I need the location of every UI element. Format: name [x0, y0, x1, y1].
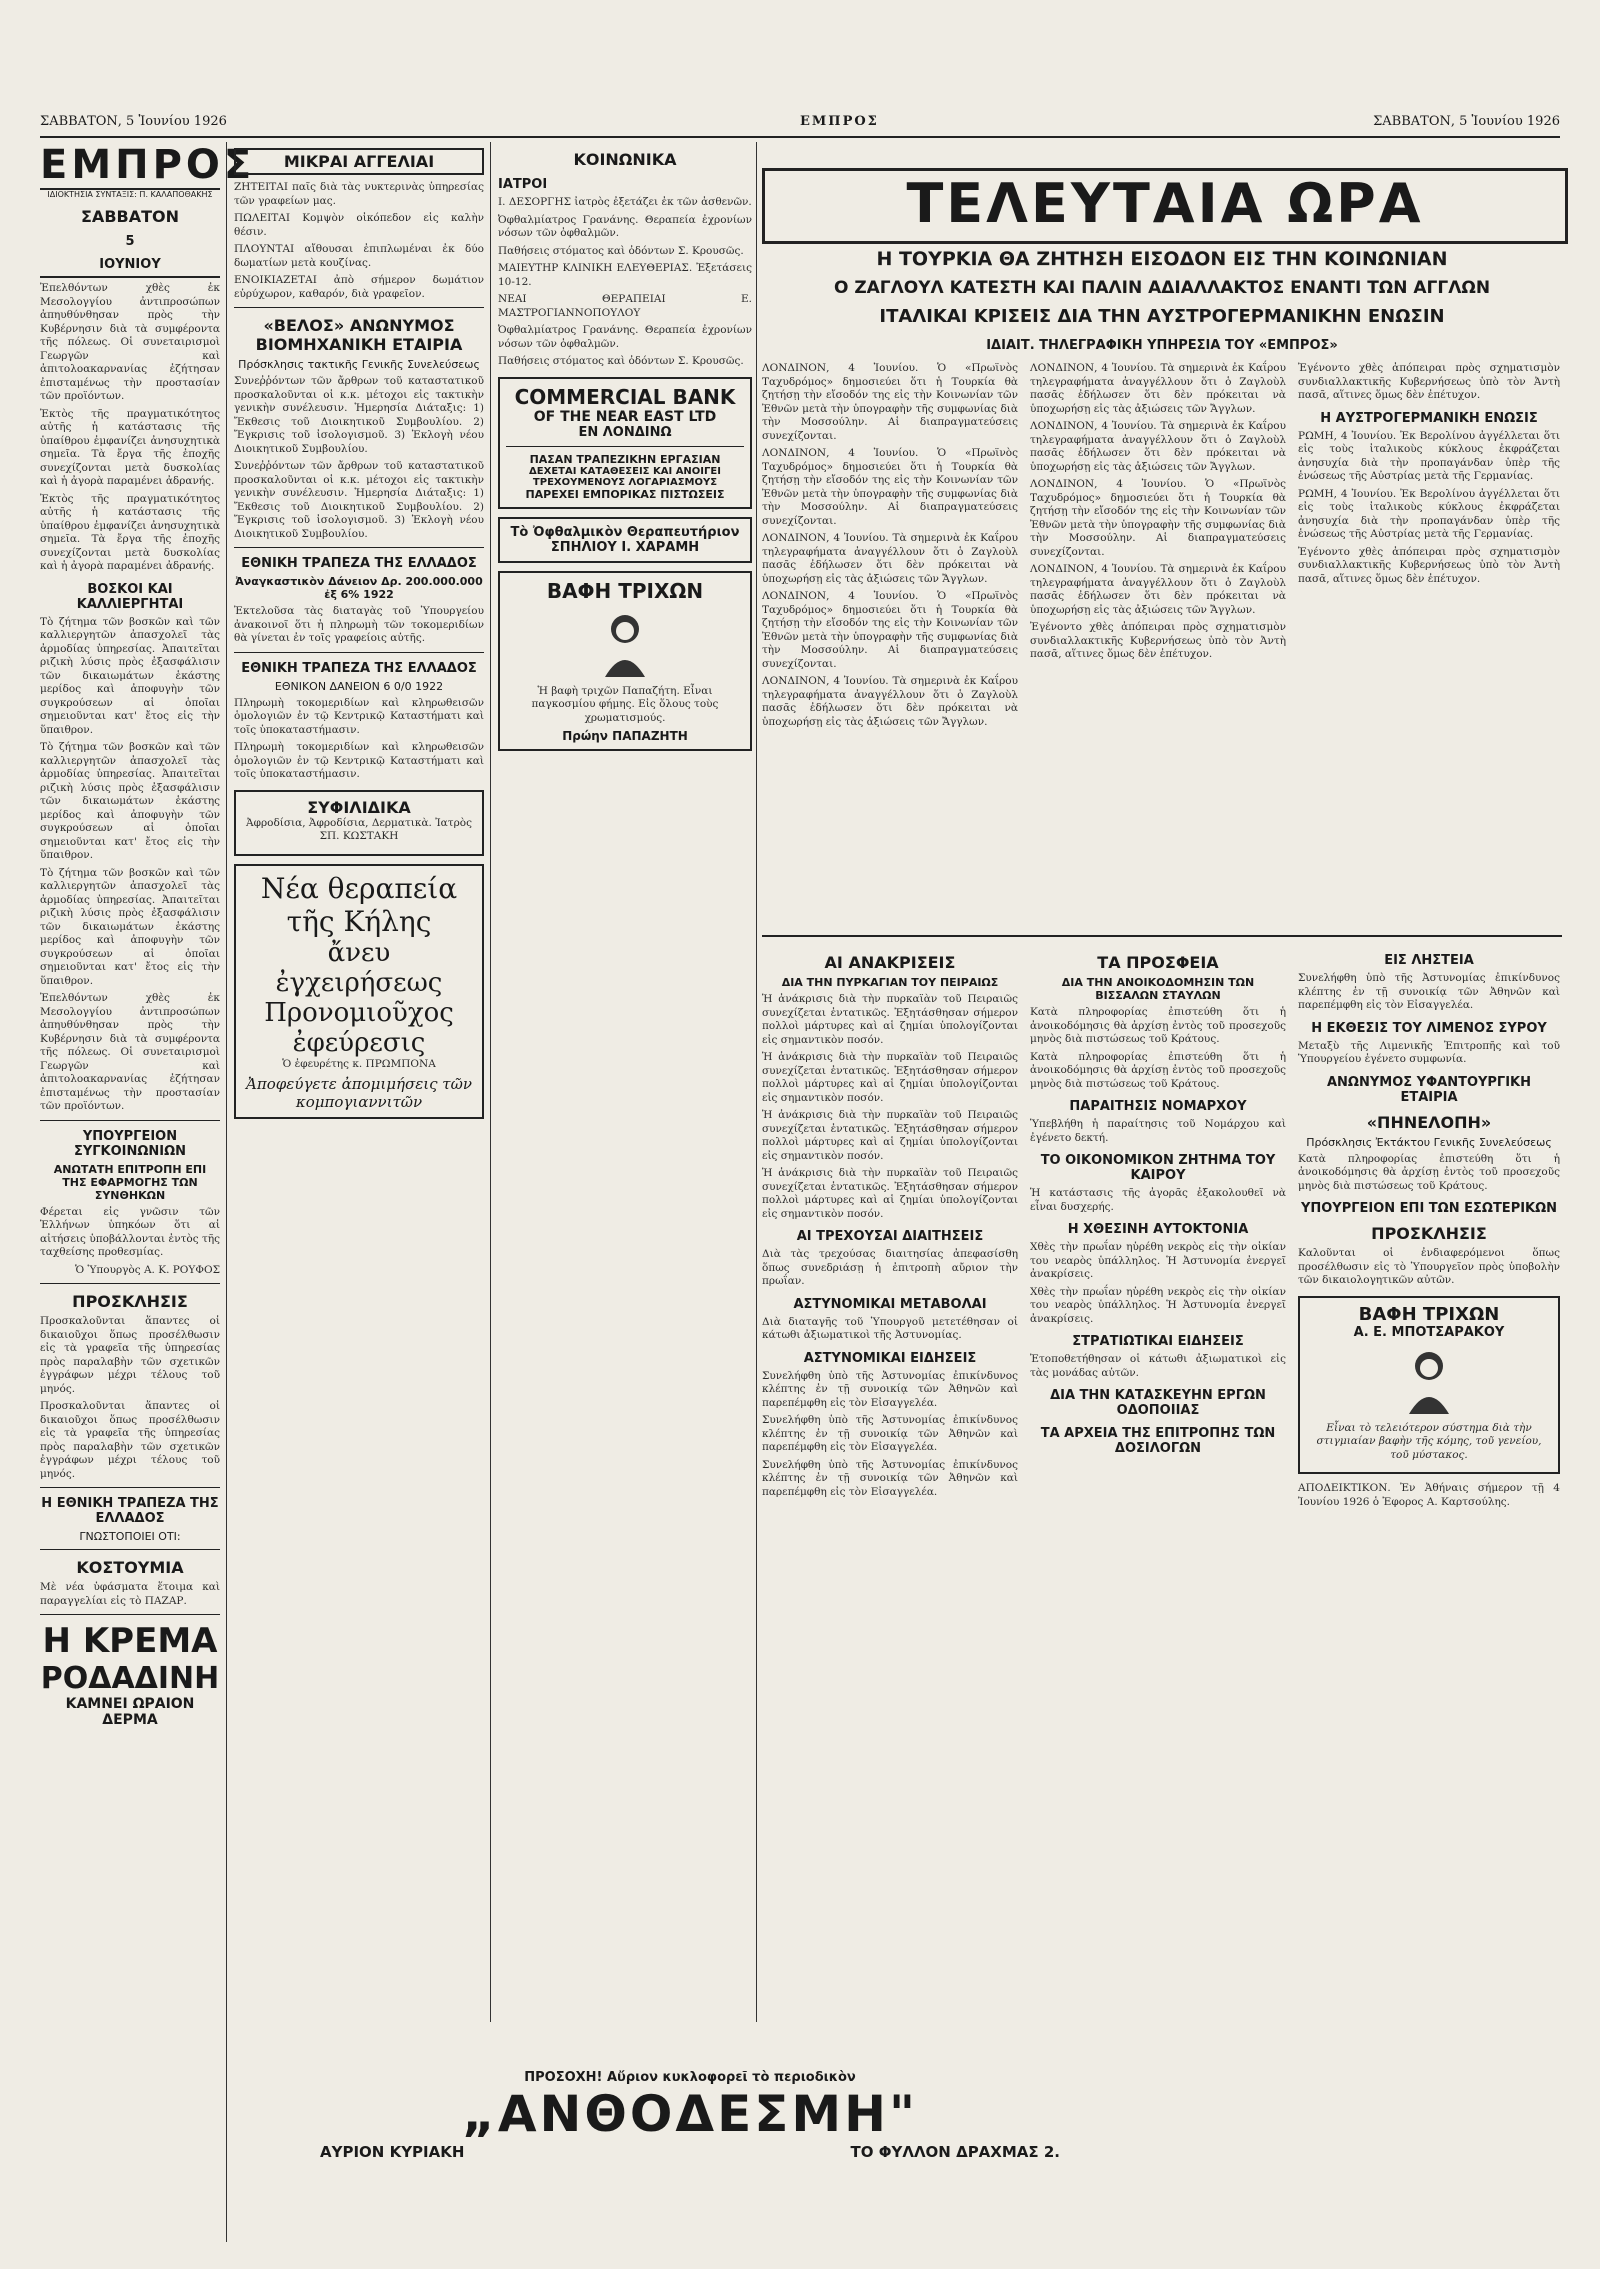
bank-city: ΕΝ ΛΟΝΔΙΝΩ — [578, 424, 672, 440]
ad-heading: ΒΑΦΗ ΤΡΙΧΩΝ — [1358, 1303, 1500, 1325]
news-column-b — [1030, 362, 1286, 922]
news-story: Ὑπεβλήθη ἡ παραίτησις τοῦ Νομάρχου καὶ ἐγένετο δεκτή. — [1030, 1118, 1286, 1144]
bank-name: COMMERCIAL BANK — [514, 384, 736, 409]
section-heading: ΤΑ ΠΡΟΣΦΕΙΑ — [1097, 953, 1219, 972]
kili-invention: Προνομιοῦχος ἐφεύρεσις — [264, 997, 454, 1058]
article-text: Προσκαλοῦνται ἅπαντες οἱ δικαιοῦχοι ὅπως προσέλθωσιν εἰς τὰ γραφεῖα τῆς ὑπηρεσίας πρὸς παραλαβὴν τῶν σχετικῶν ἐγγράφων μέχρι τέλους τοῦ μηνός. — [40, 1315, 220, 1395]
column-rule — [226, 142, 227, 2242]
krema-title: Η ΚΡΕΜΑ — [42, 1621, 218, 1661]
article-text: Τὸ ζήτημα τῶν βοσκῶν καὶ τῶν καλλιεργητῶν ἀπασχολεῖ τὰς ἀρμοδίας ὑπηρεσίας. Ἀπαιτεῖται ριζικὴ λύσις πρὸς ἐξασφάλισιν τῶν δικαιωμάτων ἑκάστης μερίδος καὶ ἀποφυγὴν τῶν συγκρούσεων αἱ ὁποῖαι σημειοῦνται κατ' ἔτος εἰς τὴν ὕπαιθρον. — [40, 866, 220, 987]
section-heading: ΑΣΤΥΝΟΜΙΚΑΙ ΕΙΔΗΣΕΙΣ — [803, 1350, 977, 1366]
section-heading: ΠΡΟΣΚΛΗΣΙΣ — [72, 1292, 188, 1311]
article-text: Ἐκτὸς τῆς πραγματικότητος αὐτῆς ἡ κατάστασις τῆς ὑπαίθρου ἐμφανίζει ἀνησυχητικὰ σημεῖα. Τὰ ἔργα τῆς ἐποχῆς συνεχίζονται μετὰ δυσκολίας καὶ ἡ ἀγορὰ παραμένει ἀδρανής. — [40, 492, 220, 572]
section-subheading: Πρόσκλησις Ἐκτάκτου Γενικῆς Συνελεύσεως — [1306, 1135, 1552, 1149]
news-story: ΛΟΝΔΙΝΟΝ, 4 Ἰουνίου. Ὁ «Πρωϊνὸς Ταχυδρόμος» δημοσιεύει ὅτι ἡ Τουρκία θὰ ζητήσῃ τὴν εἴσοδόν της εἰς τὴν Κοινωνίαν τῶν Ἐθνῶν μετὰ τὴν ὑπογραφὴν τῆς συμφωνίας διὰ τὴν Μοσσούλην. Αἱ διαπραγματεύσεις συνεχίζονται. — [762, 362, 1018, 442]
column-3 — [498, 142, 752, 2022]
mpotsarakou-ad — [1298, 1296, 1560, 1475]
section-subheading: ΔΙΑ ΤΗΝ ΠΥΡΚΑΓΙΑΝ ΤΟΥ ΠΕΙΡΑΙΩΣ — [781, 976, 999, 989]
news-column-c — [1298, 362, 1560, 922]
news-column-e — [1030, 945, 1286, 2070]
bank-service: ΠΑΡΕΧΕΙ ΕΜΠΟΡΙΚΑΣ ΠΙΣΤΩΣΕΙΣ — [525, 487, 725, 501]
classified-ad: ΠΩΛΕΙΤΑΙ Κομψὸν οἰκόπεδον εἰς καλὴν θέσιν. — [234, 212, 484, 238]
news-column-f — [1298, 945, 1560, 2255]
section-heading: Η ΕΘΝΙΚΗ ΤΡΑΠΕΖΑ ΤΗΣ ΕΛΛΑΔΟΣ — [41, 1496, 219, 1526]
section-heading: ΔΙΑ ΤΗΝ ΚΑΤΑΣΚΕΥΗΝ ΕΡΓΩΝ ΟΔΟΠΟΙΙΑΣ — [1050, 1388, 1266, 1418]
section-heading: ΒΟΣΚΟΙ ΚΑΙ ΚΑΛΛΙΕΡΓΗΤΑΙ — [76, 581, 184, 612]
day-number: 5 — [125, 234, 135, 249]
section-heading: ΕΘΝΙΚΗ ΤΡΑΠΕΖΑ ΤΗΣ ΕΛΛΑΔΟΣ — [241, 660, 477, 676]
bank-service: ΠΑΣΑΝ ΤΡΑΠΕΖΙΚΗΝ ΕΡΓΑΣΙΑΝ — [529, 452, 721, 466]
section-subheading: ΔΙΑ ΤΗΝ ΑΝΟΙΚΟΔΟΜΗΣΙΝ ΤΩΝ ΒΙΣΣΑΛΩΝ ΣΤΑΥΛΩΝ — [1061, 976, 1255, 1002]
section-subheading: ΙΑΤΡΟΙ — [498, 177, 548, 192]
news-column-a — [762, 362, 1018, 922]
divider — [40, 1614, 220, 1615]
day-label: ΣΑΒΒΑΤΟΝ — [81, 207, 179, 226]
krema-ad — [40, 1621, 220, 1728]
section-subheading: ΕΘΝΙΚΟΝ ΔΑΝΕΙΟΝ 6 0/0 1922 — [274, 679, 444, 693]
news-story: Ἐτοποθετήθησαν οἱ κάτωθι ἀξιωματικοὶ εἰς τὰς μονάδας αὐτῶν. — [1030, 1353, 1286, 1379]
masthead: ΕΜΠΡΟΣ — [40, 142, 256, 188]
news-story: Ἡ ἀνάκρισις διὰ τὴν πυρκαϊὰν τοῦ Πειραιῶς συνεχίζεται ἐντατικῶς. Ἐξητάσθησαν σήμερον πολλοὶ μάρτυρες καὶ αἱ ζημίαι ὑπολογίζονται εἰς σημαντικὸν ποσόν. — [762, 1167, 1018, 1220]
kili-warning: Ἀποφεύγετε ἀπομιμήσεις τῶν κομπογιαννιτῶν — [246, 1075, 472, 1111]
hair-dye-ad — [498, 571, 752, 752]
column-2 — [234, 142, 484, 2022]
divider — [234, 547, 484, 548]
news-story: Συνελήφθη ὑπὸ τῆς Ἀστυνομίας ἐπικίνδυνος κλέπτης ἐν τῇ συνοικίᾳ τῶν Ἀθηνῶν καὶ παρεπέμφθη εἰς τὸν Εἰσαγγελέα. — [762, 1414, 1018, 1453]
section-heading: «ΠΗΝΕΛΟΠΗ» — [1366, 1112, 1492, 1132]
headline-4: ΙΔΙΑΙΤ. ΤΗΛΕΓΡΑΦΙΚΗ ΥΠΗΡΕΣΙΑ ΤΟΥ «ΕΜΠΡΟΣ» — [986, 338, 1338, 353]
news-story: ΛΟΝΔΙΝΟΝ, 4 Ἰουνίου. Τὰ σημερινὰ ἐκ Καΐρου τηλεγραφήματα ἀναγγέλλουν ὅτι ὁ Ζαγλοὺλ πασᾶς ἐδήλωσεν ὅτι δὲν πρόκειται νὰ ὑποχωρήσῃ εἰς τὰς ἀξιώσεις τῶν Ἄγγλων. — [762, 532, 1018, 585]
month-label: ΙΟΥΝΙΟΥ — [40, 257, 220, 278]
section-heading: ΚΟΙΝΩΝΙΚΑ — [573, 150, 677, 169]
news-story: Ἐγένοντο χθὲς ἀπόπειραι πρὸς σχηματισμὸν συνδιαλλακτικῆς Κυβερνήσεως ὑπὸ τὸν Ἀντὴ πασᾶ, αἵτινες ὅμως δὲν ἐπέτυχον. — [1030, 621, 1286, 660]
section-heading: ΥΠΟΥΡΓΕΙΟΝ ΣΥΓΚΟΙΝΩΝΙΩΝ — [73, 1128, 187, 1159]
section-heading: ΤΑ ΑΡΧΕΙΑ ΤΗΣ ΕΠΙΤΡΟΠΗΣ ΤΩΝ ΔΟΣΙΛΟΓΩΝ — [1040, 1426, 1276, 1456]
doctor-listing: ΝΕΑΙ ΘΕΡΑΠΕΙΑΙ Ε. ΜΑΣΤΡΟΓΙΑΝΝΟΠΟΥΛΟΥ — [498, 293, 752, 319]
running-header — [40, 114, 1560, 138]
article-text: Πληρωμὴ τοκομεριδίων καὶ κληρωθεισῶν ὁμολογιῶν ἐν τῷ Κεντρικῷ Καταστήματι καὶ τοῖς ὑποκαταστήμασιν. — [234, 741, 484, 780]
news-story: Χθὲς τὴν πρωΐαν ηὑρέθη νεκρὸς εἰς τὴν οἰκίαν του νεαρὸς ὑπάλληλος. Ἡ Ἀστυνομία ἐνεργεῖ ἀνακρίσεις. — [1030, 1241, 1286, 1280]
section-heading: ΕΘΝΙΚΗ ΤΡΑΠΕΖΑ ΤΗΣ ΕΛΛΑΔΟΣ — [241, 556, 477, 571]
section-subheading: Ἀναγκαστικὸν Δάνειον Δρ. 200.000.000 ἐξ 6% 1922 — [235, 575, 483, 601]
news-story: Καλοῦνται οἱ ἐνδιαφερόμενοι ὅπως προσέλθωσιν εἰς τὸ Ὑπουργεῖον πρὸς ὑποβολὴν τῶν δικαιολογητικῶν αὐτῶν. — [1298, 1247, 1560, 1286]
section-heading: Η ΕΚΘΕΣΙΣ ΤΟΥ ΛΙΜΕΝΟΣ ΣΥΡΟΥ — [1311, 1020, 1547, 1036]
ad-heading: ΒΑΦΗ ΤΡΙΧΩΝ — [546, 578, 704, 603]
bank-service: ΔΕΧΕΤΑΙ ΚΑΤΑΘΕΣΕΙΣ ΚΑΙ ΑΝΟΙΓΕΙ ΤΡΕΧΟΥΜΕΝΟΥΣ ΛΟΓΑΡΙΑΣΜΟΥΣ — [529, 465, 721, 488]
ad-text: Εἶναι τὸ τελειότερον σύστημα διὰ τὴν στιγμιαίαν βαφὴν τῆς κόμης, τοῦ γενείου, τοῦ μύστακος. — [1316, 1421, 1542, 1461]
section-heading: ΕΙΣ ΛΗΣΤΕΙΑ — [1384, 953, 1474, 968]
column-rule — [490, 142, 491, 2022]
section-heading: ΤΟ ΟΙΚΟΝΟΜΙΚΟΝ ΖΗΤΗΜΑ ΤΟΥ ΚΑΙΡΟΥ — [1040, 1153, 1276, 1183]
news-story: Διὰ διαταγῆς τοῦ Ὑπουργοῦ μετετέθησαν οἱ κάτωθι ἀξιωματικοὶ τῆς Ἀστυνομίας. — [762, 1315, 1018, 1341]
divider — [40, 1283, 220, 1284]
divider — [40, 1549, 220, 1550]
news-story: Συνελήφθη ὑπὸ τῆς Ἀστυνομίας ἐπικίνδυνος κλέπτης ἐν τῇ συνοικίᾳ τῶν Ἀθηνῶν καὶ παρεπέμφθη εἰς τὸν Εἰσαγγελέα. — [762, 1369, 1018, 1409]
ad-heading: ΚΟΣΤΟΥΜΙΑ — [76, 1558, 184, 1577]
news-story: Ἡ κατάστασις τῆς ἀγορᾶς ἐξακολουθεῖ νὰ εἶναι δυσχερής. — [1030, 1187, 1286, 1213]
section-heading: ΠΡΟΣΚΛΗΣΙΣ — [1371, 1224, 1487, 1243]
article-text: Ἐκτὸς τῆς πραγματικότητος αὐτῆς ἡ κατάστασις τῆς ὑπαίθρου ἐμφανίζει ἀνησυχητικὰ σημεῖα. Τὰ ἔργα τῆς ἐποχῆς συνεχίζονται μετὰ δυσκολίας καὶ ἡ ἀγορὰ παραμένει ἀδρανής. — [40, 407, 220, 487]
ad-heading: «ΒΕΛΟΣ» ΑΝΩΝΥΜΟΣ ΒΙΟΜΗΧΑΝΙΚΗ ΕΤΑΙΡΙΑ — [255, 316, 463, 354]
article-text: Ἐκτελοῦσα τὰς διαταγὰς τοῦ Ὑπουργείου ἀνακοινοῖ ὅτι ἡ πληρωμὴ τῶν τοκομεριδίων θὰ γίνεται ἐν τοῖς γραφείοις αὐτῆς. — [234, 605, 484, 644]
ad-line: ΠΡΟΣΟΧΗ! Αὔριον κυκλοφορεῖ τὸ περιοδικὸν — [524, 2070, 856, 2085]
ad-text: Μὲ νέα ὑφάσματα ἕτοιμα καὶ παραγγελίαι εἰς τὸ ΠΑΖΑΡ. — [40, 1581, 220, 1607]
bank-name-2: OF THE NEAR EAST LTD — [533, 408, 717, 425]
woman-portrait-icon — [1399, 1344, 1459, 1414]
ad-line: ΤΟ ΦΥΛΛΟΝ ΔΡΑΧΜΑΣ 2. — [850, 2143, 1060, 2161]
article-text: Πληρωμὴ τοκομεριδίων καὶ κληρωθεισῶν ὁμολογιῶν ἐν τῷ Κεντρικῷ Καταστήματι καὶ τοῖς ὑποκαταστήμασιν. — [234, 696, 484, 736]
section-heading: ΠΑΡΑΙΤΗΣΙΣ ΝΟΜΑΡΧΟΥ — [1069, 1099, 1247, 1114]
ad-heading: ΣΥΦΙΛΙΔΙΚΑ — [307, 797, 411, 817]
news-story: Συνελήφθη ὑπὸ τῆς Ἀστυνομίας ἐπικίνδυνος κλέπτης ἐν τῇ συνοικίᾳ τῶν Ἀθηνῶν καὶ παρεπέμφθη εἰς τὸν Εἰσαγγελέα. — [762, 1458, 1018, 1498]
section-heading: ΑΣΤΥΝΟΜΙΚΑΙ ΜΕΤΑΒΟΛΑΙ — [793, 1296, 987, 1312]
divider — [40, 1120, 220, 1121]
ad-footer — [320, 2143, 1060, 2165]
divider — [506, 446, 744, 447]
divider — [234, 652, 484, 653]
divider — [40, 1487, 220, 1488]
column-1 — [40, 142, 256, 2242]
news-story: ΛΟΝΔΙΝΟΝ, 4 Ἰουνίου. Τὰ σημερινὰ ἐκ Καΐρου τηλεγραφήματα ἀναγγέλλουν ὅτι ὁ Ζαγλοὺλ πασᾶς ἐδήλωσεν ὅτι δὲν πρόκειται νὰ ὑποχωρήσῃ εἰς τὰς ἀξιώσεις τῶν Ἄγγλων. — [762, 675, 1018, 728]
ad-text: Ὁ ἐφευρέτης κ. ΠΡΩΜΠΟΝΑ — [282, 1057, 436, 1070]
news-story: Ἡ ἀνάκρισις διὰ τὴν πυρκαϊὰν τοῦ Πειραιῶς συνεχίζεται ἐντατικῶς. Ἐξητάσθησαν σήμερον πολλοὶ μάρτυρες καὶ αἱ ζημίαι ὑπολογίζονται εἰς σημαντικὸν ποσόν. — [762, 1051, 1018, 1104]
doctor-listing: Ι. ΔΕΣΟΡΓΗΣ ἰατρὸς ἐξετάζει ἐκ τῶν ἀσθενῶν. — [498, 196, 752, 208]
article-text: Ἐπελθόντων χθὲς ἐκ Μεσολογγίου ἀντιπροσώπων ἀπηυθύνθησαν πρὸς τὴν Κυβέρνησιν διὰ τὰ συμφέροντα τῆς πόλεως. Οἱ συνεταιρισμοὶ Γεωργῶν καὶ ἀπιτολοακαρνανίας ἐζήτησαν ἐπισταμένως τὴν προστασίαν τῶν προϊόντων. — [40, 992, 220, 1112]
news-story: Κατὰ πληροφορίας ἐπιστεύθη ὅτι ἡ ἀνοικοδόμησις θὰ ἀρχίσῃ ἐντὸς τοῦ προσεχοῦς μηνὸς διὰ πιστώσεως τοῦ Κράτους. — [1298, 1152, 1560, 1192]
section-heading: ΜΙΚΡΑΙ ΑΓΓΕΛΙΑΙ — [234, 148, 484, 175]
divider — [234, 307, 484, 308]
section-heading: Η ΧΘΕΣΙΝΗ ΑΥΤΟΚΤΟΝΙΑ — [1067, 1222, 1249, 1237]
doctor-listing: ΜΑΙΕΥΤΗΡ ΚΛΙΝΙΚΗ ΕΛΕΥΘΕΡΙΑΣ. Ἐξετάσεις 10-12. — [498, 262, 752, 288]
news-story: ΛΟΝΔΙΝΟΝ, 4 Ἰουνίου. Τὰ σημερινὰ ἐκ Καΐρου τηλεγραφήματα ἀναγγέλλουν ὅτι ὁ Ζαγλοὺλ πασᾶς ἐδήλωσεν ὅτι δὲν πρόκειται νὰ ὑποχωρήσῃ εἰς τὰς ἀξιώσεις τῶν Ἄγγλων. — [1030, 362, 1286, 415]
news-story: ΛΟΝΔΙΝΟΝ, 4 Ἰουνίου. Ὁ «Πρωϊνὸς Ταχυδρόμος» δημοσιεύει ὅτι ἡ Τουρκία θὰ ζητήσῃ τὴν εἴσοδόν της εἰς τὴν Κοινωνίαν τῶν Ἐθνῶν μετὰ τὴν ὑπογραφὴν τῆς συμφωνίας διὰ τὴν Μοσσούλην. Αἱ διαπραγματεύσεις συνεχίζονται. — [1030, 478, 1286, 558]
ad-sign: Πρώην ΠΑΠΑΖΗΤΗ — [562, 729, 688, 743]
commercial-bank-ad — [498, 377, 752, 509]
ophthalmic-ad — [498, 517, 752, 563]
news-story: Ἐγένοντο χθὲς ἀπόπειραι πρὸς σχηματισμὸν συνδιαλλακτικῆς Κυβερνήσεως ὑπὸ τὸν Ἀντὴ πασᾶ, αἵτινες ὅμως δὲν ἐπέτυχον. — [1298, 362, 1560, 401]
masthead-director: ΙΔΙΟΚΤΗΣΙΑ ΣΥΝΤΑΞΙΣ: Π. ΚΑΛΑΠΟΘΑΚΗΣ — [47, 190, 213, 199]
article-text: Προσκαλοῦνται ἅπαντες οἱ δικαιοῦχοι ὅπως προσέλθωσιν εἰς τὰ γραφεῖα τῆς ὑπηρεσίας πρὸς παραλαβὴν τῶν σχετικῶν ἐγγράφων μέχρι τέλους τοῦ μηνός. — [40, 1400, 220, 1480]
article-text: Τὸ ζήτημα τῶν βοσκῶν καὶ τῶν καλλιεργητῶν ἀπασχολεῖ τὰς ἀρμοδίας ὑπηρεσίας. Ἀπαιτεῖται ριζικὴ λύσις πρὸς ἐξασφάλισιν τῶν δικαιωμάτων ἑκάστης μερίδος καὶ ἀποφυγὴν τῶν συγκρούσεων αἱ ὁποῖαι σημειοῦνται κατ' ἔτος εἰς τὴν ὕπαιθρον. — [40, 615, 220, 736]
header-date-left: ΣΑΒΒΑΤΟΝ, 5 Ἰουνίου 1926 — [40, 114, 227, 129]
news-story: Μεταξὺ τῆς Λιμενικῆς Ἐπιτροπῆς καὶ τοῦ Ὑπουργείου ἐγένετο συμφωνία. — [1298, 1039, 1560, 1065]
section-heading: ΑΝΩΝΥΜΟΣ ΥΦΑΝΤΟΥΡΓΙΚΗ ΕΤΑΙΡΙΑ — [1326, 1074, 1532, 1105]
ad-subheading: Πρόσκλησις τακτικῆς Γενικῆς Συνελεύσεως — [238, 358, 480, 371]
doctor-listing: Παθήσεις στόματος καὶ ὀδόντων Σ. Κρουσῶς. — [498, 244, 744, 257]
kili-ad — [234, 864, 484, 1120]
news-story: ΡΩΜΗ, 4 Ἰουνίου. Ἐκ Βερολίνου ἀγγέλλεται ὅτι εἰς τοὺς ἰταλικοὺς κύκλους ἐκφράζεται ἀνησυχία διὰ τὴν προπαγάνδαν ὑπὲρ τῆς ἑνώσεως τῆς Αὐστρίας μετὰ τῆς Γερμανίας. — [1298, 487, 1560, 540]
article-text: Φέρεται εἰς γνῶσιν τῶν Ἑλλήνων ὑπηκόων ὅτι αἱ αἰτήσεις ὑποβάλλονται ἐντὸς τῆς ταχθείσης προθεσμίας. — [40, 1205, 220, 1258]
ad-title: „ΑΝΘΟΔΕΣΜΗ" — [461, 2085, 919, 2143]
article-text: Ἐπελθόντων χθὲς ἐκ Μεσολογγίου ἀντιπροσώπων ἀπηυθύνθησαν πρὸς τὴν Κυβέρνησιν διὰ τὰ συμφέροντα τῆς πόλεως. Οἱ συνεταιρισμοὶ Γεωργῶν καὶ ἀπιτολοακαρνανίας ἐζήτησαν ἐπισταμένως τὴν προστασίαν τῶν προϊόντων. — [40, 282, 220, 402]
doctor-listing: Παθήσεις στόματος καὶ ὀδόντων Σ. Κρουσῶς. — [498, 355, 744, 367]
header-date-right: ΣΑΒΒΑΤΟΝ, 5 Ἰουνίου 1926 — [1373, 114, 1560, 129]
headline-banner: ΤΕΛΕΥΤΑΙΑ ΩΡΑ — [762, 168, 1568, 244]
news-story: Ἡ ἀνάκρισις διὰ τὴν πυρκαϊὰν τοῦ Πειραιῶς συνεχίζεται ἐντατικῶς. Ἐξητάσθησαν σήμερον πολλοὶ μάρτυρες καὶ αἱ ζημίαι ὑπολογίζονται εἰς σημαντικὸν ποσόν. — [762, 1109, 1018, 1162]
section-heading: Η ΑΥΣΤΡΟΓΕΡΜΑΝΙΚΗ ΕΝΩΣΙΣ — [1320, 410, 1538, 426]
classified-ad: ΖΗΤΕΙΤΑΙ παῖς διὰ τὰς νυκτερινὰς ὑπηρεσίας τῶν γραφείων μας. — [234, 181, 484, 207]
woman-portrait-icon — [595, 607, 655, 677]
anthodesmi-ad — [320, 2070, 1060, 2180]
section-heading: ΑΙ ΤΡΕΧΟΥΣΑΙ ΔΙΑΙΤΗΣΕΙΣ — [796, 1229, 984, 1244]
doctor-listing: Ὀφθαλμίατρος Γρανάνης. Θεραπεία ἐχρονίων νόσων τῶν ὀφθαλμῶν. — [498, 213, 752, 239]
header-paper-name: ΕΜΠΡΟΣ — [800, 114, 879, 129]
ad-heading: Τὸ Ὀφθαλμικὸν Θεραπευτήριον ΣΠΗΛΙΟΥ Ι. ΧΑΡΑΜΗ — [510, 524, 740, 555]
doctor-listing: Ὀφθαλμίατρος Γρανάνης. Θεραπεία ἐχρονίων νόσων τῶν ὀφθαλμῶν. — [498, 324, 752, 350]
section-subheading: ΓΝΩΣΤΟΠΟΙΕΙ ΟΤΙ: — [79, 1530, 181, 1543]
section-heading: ΥΠΟΥΡΓΕΙΟΝ ΕΠΙ ΤΩΝ ΕΣΩΤΕΡΙΚΩΝ — [1300, 1201, 1558, 1216]
classified-ad: ΠΛΟΥΝΤΑΙ αἴθουσαι ἐπιπλωμέναι ἐκ δύο δωματίων μετὰ κουζίνας. — [234, 243, 484, 269]
ad-line: ΑΥΡΙΟΝ ΚΥΡΙΑΚΗ — [320, 2143, 465, 2161]
headline-2: Ο ΖΑΓΛΟΥΛ ΚΑΤΕΣΤΗ ΚΑΙ ΠΑΛΙΝ ΑΔΙΑΛΛΑΚΤΟΣ ΕΝΑΝΤΙ ΤΩΝ ΑΓΓΛΩΝ — [833, 278, 1491, 298]
ad-brand: Α. Ε. ΜΠΟΤΣΑΡΑΚΟΥ — [1353, 1324, 1505, 1340]
divider — [762, 935, 1562, 937]
column-rule — [756, 142, 757, 2022]
headline-1: Η ΤΟΥΡΚΙΑ ΘΑ ΖΗΤΗΣΗ ΕΙΣΟΔΟΝ ΕΙΣ ΤΗΝ ΚΟΙΝΩΝΙΑΝ — [876, 248, 1448, 270]
krema-brand: ΡΟΔΑΔΙΝΗ — [40, 1661, 220, 1696]
news-story: Συνελήφθη ὑπὸ τῆς Ἀστυνομίας ἐπικίνδυνος κλέπτης ἐν τῇ συνοικίᾳ τῶν Ἀθηνῶν καὶ παρεπέμφθη εἰς τὸν Εἰσαγγελέα. — [1298, 972, 1560, 1011]
headline-3: ΙΤΑΛΙΚΑΙ ΚΡΙΣΕΙΣ ΔΙΑ ΤΗΝ ΑΥΣΤΡΟΓΕΡΜΑΝΙΚΗΝ ΕΝΩΣΙΝ — [879, 306, 1445, 327]
news-story: ΛΟΝΔΙΝΟΝ, 4 Ἰουνίου. Ὁ «Πρωϊνὸς Ταχυδρόμος» δημοσιεύει ὅτι ἡ Τουρκία θὰ ζητήσῃ τὴν εἴσοδόν της εἰς τὴν Κοινωνίαν τῶν Ἐθνῶν μετὰ τὴν ὑπογραφὴν τῆς συμφωνίας διὰ τὴν Μοσσούλην. Αἱ διαπραγματεύσεις συνεχίζονται. — [762, 447, 1018, 527]
classified-ad: ΕΝΟΙΚΙΑΖΕΤΑΙ ἀπὸ σήμερον δωμάτιον εὐρύχωρον, καθαρόν, διὰ γραφεῖον. — [234, 274, 484, 300]
ad-text: Ἡ βαφὴ τριχῶν Παπαζήτη. Εἶναι παγκοσμίου φήμης. Εἰς ὅλους τοὺς χρωματισμούς. — [531, 684, 719, 724]
section-subheading: ΑΝΩΤΑΤΗ ΕΠΙΤΡΟΠΗ ΕΠΙ ΤΗΣ ΕΦΑΡΜΟΓΗΣ ΤΩΝ ΣΥΝΘΗΚΩΝ — [53, 1162, 207, 1202]
ad-text: Συνεῤῥόντων τῶν ἄρθρων τοῦ καταστατικοῦ προσκαλοῦνται οἱ κ.κ. μέτοχοι εἰς τακτικὴν γενικὴν συνέλευσιν. Ἡμερησία Διάταξις: 1) Ἔκθεσις τοῦ Διοικητικοῦ Συμβουλίου. 2) Ἔγκρισις τοῦ ἰσολογισμοῦ. 3) Ἐκλογὴ νέου Διοικητικοῦ Συμβουλίου. — [234, 460, 484, 540]
section-heading: ΣΤΡΑΤΙΩΤΙΚΑΙ ΕΙΔΗΣΕΙΣ — [1072, 1334, 1244, 1349]
news-column-d — [762, 945, 1018, 2070]
signature: Ὁ Ὑπουργὸς Α. Κ. ΡΟΥΦΟΣ — [75, 1263, 220, 1276]
syfilidika-ad — [234, 790, 484, 856]
news-story: ΛΟΝΔΙΝΟΝ, 4 Ἰουνίου. Τὰ σημερινὰ ἐκ Καΐρου τηλεγραφήματα ἀναγγέλλουν ὅτι ὁ Ζαγλοὺλ πασᾶς ἐδήλωσεν ὅτι δὲν πρόκειται νὰ ὑποχωρήσῃ εἰς τὰς ἀξιώσεις τῶν Ἄγγλων. — [1030, 563, 1286, 616]
news-story: ΛΟΝΔΙΝΟΝ, 4 Ἰουνίου. Ὁ «Πρωϊνὸς Ταχυδρόμος» δημοσιεύει ὅτι ἡ Τουρκία θὰ ζητήσῃ τὴν εἴσοδόν της εἰς τὴν Κοινωνίαν τῶν Ἐθνῶν μετὰ τὴν ὑπογραφὴν τῆς συμφωνίας διὰ τὴν Μοσσούλην. Αἱ διαπραγματεύσεις συνεχίζονται. — [762, 590, 1018, 670]
ad-text: Συνεῤῥόντων τῶν ἄρθρων τοῦ καταστατικοῦ προσκαλοῦνται οἱ κ.κ. μέτοχοι εἰς τακτικὴν γενικὴν συνέλευσιν. Ἡμερησία Διάταξις: 1) Ἔκθεσις τοῦ Διοικητικοῦ Συμβουλίου. 2) Ἔγκρισις τοῦ ἰσολογισμοῦ. 3) Ἐκλογὴ νέου Διοικητικοῦ Συμβουλίου. — [234, 375, 484, 455]
section-heading: ΑΙ ΑΝΑΚΡΙΣΕΙΣ — [824, 953, 956, 972]
news-story: Διὰ τὰς τρεχούσας διαιτησίας ἀπεφασίσθη ὅπως συνεδριάσῃ ἡ ἐπιτροπὴ αὔριον τὴν πρωΐαν. — [762, 1248, 1018, 1287]
news-story: Κατὰ πληροφορίας ἐπιστεύθη ὅτι ἡ ἀνοικοδόμησις θὰ ἀρχίσῃ ἐντὸς τοῦ προσεχοῦς μηνὸς διὰ πιστώσεως τοῦ Κράτους. — [1030, 1050, 1286, 1090]
news-story: ΑΠΟΔΕΙΚΤΙΚΟΝ. Ἐν Ἀθήναις σήμερον τῇ 4 Ἰουνίου 1926 ὁ Ἐφορος Α. Καρτσούλης. — [1298, 1482, 1560, 1508]
news-story: Κατὰ πληροφορίας ἐπιστεύθη ὅτι ἡ ἀνοικοδόμησις θὰ ἀρχίσῃ ἐντὸς τοῦ προσεχοῦς μηνὸς διὰ πιστώσεως τοῦ Κράτους. — [1030, 1006, 1286, 1045]
krema-slogan: ΚΑΜΝΕΙ ΩΡΑΙΟΝ ΔΕΡΜΑ — [65, 1696, 195, 1728]
news-story: Χθὲς τὴν πρωΐαν ηὑρέθη νεκρὸς εἰς τὴν οἰκίαν του νεαρὸς ὑπάλληλος. Ἡ Ἀστυνομία ἐνεργεῖ ἀνακρίσεις. — [1030, 1285, 1286, 1325]
news-story: ΛΟΝΔΙΝΟΝ, 4 Ἰουνίου. Τὰ σημερινὰ ἐκ Καΐρου τηλεγραφήματα ἀναγγέλλουν ὅτι ὁ Ζαγλοὺλ πασᾶς ἐδήλωσεν ὅτι δὲν πρόκειται νὰ ὑποχωρήσῃ εἰς τὰς ἀξιώσεις τῶν Ἄγγλων. — [1030, 420, 1286, 473]
news-story: Ἐγένοντο χθὲς ἀπόπειραι πρὸς σχηματισμὸν συνδιαλλακτικῆς Κυβερνήσεως ὑπὸ τὸν Ἀντὴ πασᾶ, αἵτινες ὅμως δὲν ἐπέτυχον. — [1298, 545, 1560, 585]
kili-subtitle: ἄνευ ἐγχειρήσεως — [275, 937, 443, 998]
kili-title: Νέα θεραπεία τῆς Κήλης — [260, 871, 458, 938]
article-text: Τὸ ζήτημα τῶν βοσκῶν καὶ τῶν καλλιεργητῶν ἀπασχολεῖ τὰς ἀρμοδίας ὑπηρεσίας. Ἀπαιτεῖται ριζικὴ λύσις πρὸς ἐξασφάλισιν τῶν δικαιωμάτων ἑκάστης μερίδος καὶ ἀποφυγὴν τῶν συγκρούσεων αἱ ὁποῖαι σημειοῦνται κατ' ἔτος εἰς τὴν ὕπαιθρον. — [40, 741, 220, 861]
news-story: Ἡ ἀνάκρισις διὰ τὴν πυρκαϊὰν τοῦ Πειραιῶς συνεχίζεται ἐντατικῶς. Ἐξητάσθησαν σήμερον πολλοὶ μάρτυρες καὶ αἱ ζημίαι ὑπολογίζονται εἰς σημαντικὸν ποσόν. — [762, 993, 1018, 1046]
news-story: ΡΩΜΗ, 4 Ἰουνίου. Ἐκ Βερολίνου ἀγγέλλεται ὅτι εἰς τοὺς ἰταλικοὺς κύκλους ἐκφράζεται ἀνησυχία διὰ τὴν προπαγάνδαν ὑπὲρ τῆς ἑνώσεως τῆς Αὐστρίας μετὰ τῆς Γερμανίας. — [1298, 429, 1560, 482]
ad-text: Ἀφροδίσια, Ἀφροδίσια, Δερματικὰ. Ἰατρὸς ΣΠ. ΚΩΣΤΑΚΗ — [246, 816, 472, 842]
